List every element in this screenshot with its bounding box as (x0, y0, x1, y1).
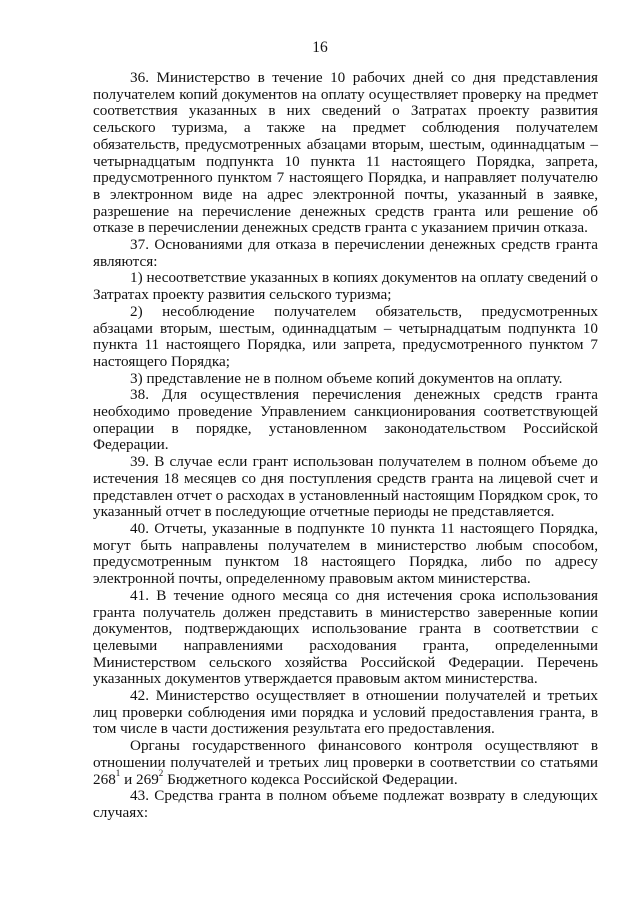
paragraph-36: 36. Министерство в течение 10 рабочих дней со дня представления получателем копий документов на оплату осуществляет проверку на предмет соответствия указанных в них сведений о Затратах проекту развития сельского туризма, а также на предмет соблюдения получателем обязательств, предусмотренных абзацами вторым, шестым, одиннадцатым – четырнадцатым подпункта 10 пункта 11 настоящего Порядка, запрета, предусмотренного пунктом 7 настоящего Порядка, и направляет получателю в электронном виде на адрес электронной почты, указанный в заявке, разрешение на перечисление денежных средств гранта или решение об отказе в перечислении денежных средств гранта с указанием причин отказа. (93, 69, 598, 237)
paragraph-38: 38. Для осуществления перечисления денежных средств гранта необходимо проведение Управлением санкционирования соответствующей операции в порядке, установленном законодательством Российской Федерации. (93, 386, 598, 454)
paragraph-42: 42. Министерство осуществляет в отношении получателей и третьих лиц проверки соблюдения ими порядка и условий предоставления гранта, в том числе в части достижения результата его предоставления. (93, 687, 598, 738)
superscript-1: 1 (115, 768, 121, 779)
financial-control-text-middle: и 269 (120, 770, 159, 788)
paragraph-37-item-1: 1) несоответствие указанных в копиях документов на оплату сведений о Затратах проекту развития сельского туризма; (93, 269, 598, 304)
paragraph-41: 41. В течение одного месяца со дня истечения срока использования гранта получатель должен представить в министерство заверенные копии документов, подтверждающих использование гранта в соответствии с целевыми направлениями расходования гранта, определенными Министерством сельского хозяйства Российской Федерации. Перечень указанных документов утверждается правовым актом министерства. (93, 586, 598, 688)
paragraph-37: 37. Основаниями для отказа в перечислении денежных средств гранта являются: (93, 236, 598, 270)
paragraph-40: 40. Отчеты, указанные в подпункте 10 пункта 11 настоящего Порядка, могут быть направлены получателем в министерство любым способом, предусмотренным пунктом 18 настоящего Порядка, либо по адресу электронной почты, определенному правовым актом министерства. (93, 519, 598, 588)
paragraph-43: 43. Средства гранта в полном объеме подлежат возврату в следующих случаях: (93, 787, 598, 821)
document-body (93, 70, 598, 822)
paragraph-37-item-3: 3) представление не в полном объеме копий документов на оплату. (130, 369, 563, 387)
financial-control-text-start: Органы государственного финансового контроля осуществляют в отношении получателей и третьих лиц проверки в соответствии со статьями 268 (93, 737, 598, 788)
paragraph-financial-control (93, 738, 598, 788)
paragraph-39: 39. В случае если грант использован получателем в полном объеме до истечения 18 месяцев со дня поступления средств гранта на лицевой счет и представлен отчет о расходах в установленный настоящим Порядком срок, то указанный отчет в последующие отчетные периоды не представляется. (93, 453, 598, 521)
paragraph-37-item-2: 2) несоблюдение получателем обязательств, предусмотренных абзацами вторым, шестым, одиннадцатым – четырнадцатым подпункта 10 пункта 11 настоящего Порядка, или запрета, предусмотренного пунктом 7 настоящего Порядка; (93, 302, 598, 370)
financial-control-text-end: Бюджетного кодекса Российской Федерации. (163, 770, 458, 788)
superscript-2: 2 (158, 768, 164, 779)
page-number: 16 (312, 39, 328, 56)
